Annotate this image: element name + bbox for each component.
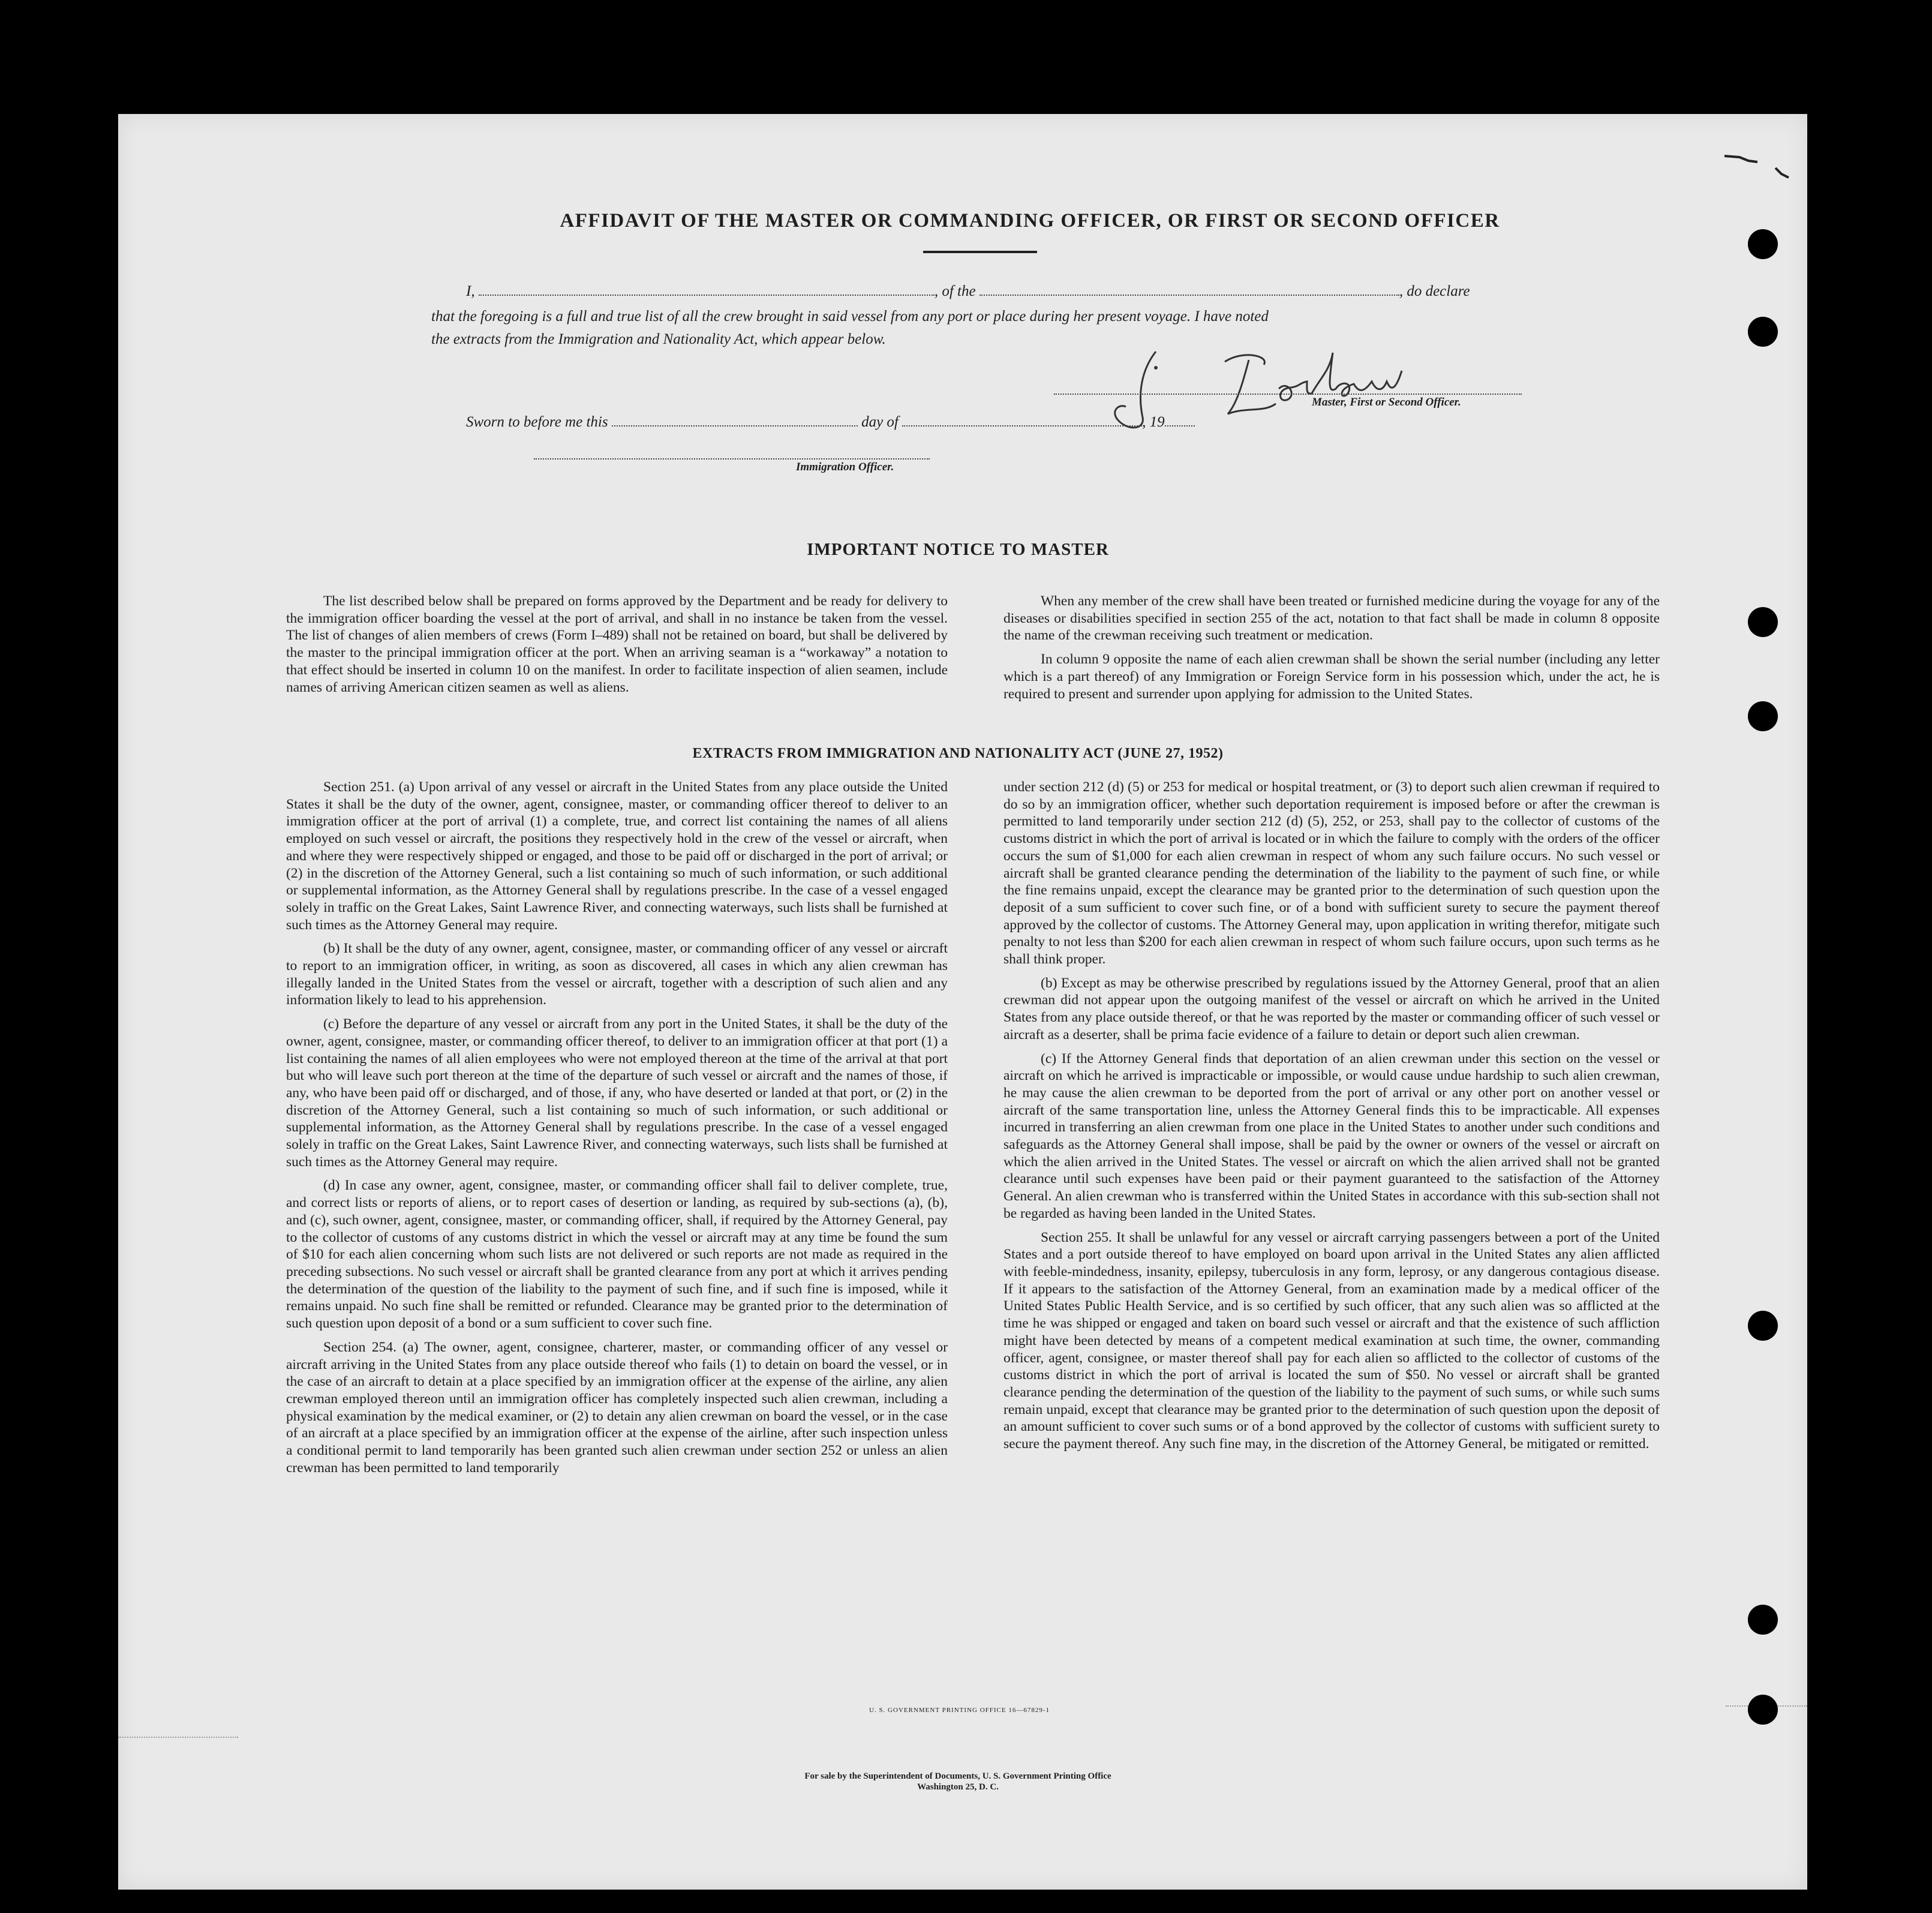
- extracts-right-column: [1003, 779, 1660, 1459]
- sale-notice-line-2: Washington 25, D. C.: [917, 1782, 999, 1792]
- affidavit-title: AFFIDAVIT OF THE MASTER OR COMMANDING OFFICER, OR FIRST OR SECOND OFFICER: [560, 210, 1500, 232]
- scan-mark: [118, 1737, 238, 1738]
- section-254-a-continued: under section 212 (d) (5) or 253 for medical or hospital treatment, or (3) to deport such alien crewman if required to do so by an immigration officer, whether such deportation requirement is imposed before or after the crewman is permitted to land temporarily under section 212 (d) (5), 252, or 253, shall pay to the collector of customs of the customs district in which the port of arrival is located or in which the failure to comply with the orders of the officer occurs the sum of $1,000 for each alien crewman in respect of whom any such failure occurs. No such vessel or aircraft shall be granted clearance pending the determination of the liability to the payment of such fine, or while the fine remains unpaid, except the clearance may be granted prior to the determination of such question upon the deposit of a sum sufficient to cover such fine, or of a bond with sufficient surety to secure the payment thereof approved by the collector of customs. The Attorney General may, upon application in writing therefor, mitigate such penalty to not less than $200 for each alien crewman in respect of whom such failure occurs, upon such terms as he shall think proper.: [1003, 779, 1660, 968]
- vessel-name-field[interactable]: [979, 284, 1399, 296]
- section-254-c: (c) If the Attorney General finds that deportation of an alien crewman under this section on the vessel or aircraft on which he arrived is impracticable or impossible, or would cause undue hardship to such alien crewman, he may cause the alien crewman to be deported from the port of arrival or any other port on another vessel or aircraft of the same transportation line, unless the Attorney General finds this to be impracticable. All expenses incurred in transferring an alien crewman from one place in the United States to another under such conditions and safeguards as the Attorney General shall impose, shall be paid by the owner or owners of the vessel or aircraft on which the alien arrived in the United States. The vessel or aircraft on which the alien arrived shall not be granted clearance until such expenses have been paid or their payment guaranteed to the satisfaction of the Attorney General. An alien crewman who is transferred within the United States in accordance with this sub-section shall not be regarded as having been landed in the United States.: [1003, 1050, 1660, 1221]
- section-251-c: (c) Before the departure of any vessel or aircraft from any port in the United States, it shall be the duty of the owner, agent, consignee, master, or commanding officer thereof, to deliver to an immigration officer at that port (1) a list containing the names of all alien employees who were not employed thereon at the time of the arrival at that port but who will leave such port thereon at the time of the departure of such vessel or aircraft and the names of those, if any, who have been paid off or discharged, and of those, if any, who have deserted or landed at that port, or (2) in the discretion of the Attorney General, such a list containing so much of such information, or such additional or supplemental information, as the Attorney General shall by regulations prescribe. In the case of a vessel engaged solely in traffic on the Great Lakes, Saint Lawrence River, and connecting waterways, such lists shall be furnished at such times as the Attorney General may require.: [286, 1016, 948, 1170]
- signature-caption: Master, First or Second Officer.: [1312, 396, 1461, 409]
- notice-left-column: [286, 593, 948, 702]
- section-255: Section 255. It shall be unlawful for any vessel or aircraft carrying passengers between a port of the United States and a port outside thereof to have employed on board upon arrival in the United States any alien afflicted with feeble-mindedness, insanity, epilepsy, tuberculosis in any form, leprosy, or any dangerous contagious disease. If it appears to the satisfaction of the Attorney General, from an examination made by a medical officer of the United States Public Health Service, and is so certified by such officer, that any such alien was so afflicted at the time he was shipped or engaged and taken on board such vessel or aircraft and that the existence of such affliction might have been detected by means of a competent medical examination at such time, the owner, commanding officer, agent, consignee, or master thereof shall pay for each alien so afflicted to the collector of customs of the customs district in which the port of arrival is located the sum of $50. No vessel or aircraft shall be granted clearance pending the determination of the question of the liability to the payment of such sums, or while such sums remain unpaid, except that clearance may be granted prior to the determination of such question upon the deposit of an amount sufficient to cover such sums or of a bond approved by the collector of customs with sufficient surety to secure the payment thereof. Any such fine may, in the discretion of the Attorney General, be mitigated or remitted.: [1003, 1229, 1660, 1452]
- immigration-officer-caption: Immigration Officer.: [796, 461, 894, 473]
- section-254-b: (b) Except as may be otherwise prescribed by regulations issued by the Attorney General, proof that an alien crewman did not appear upon the outgoing manifest of the vessel or aircraft on which he arrived in the United States from any place outside thereof, or that he was reported by the master or commanding officer of such vessel or aircraft as a deserter, shall be prima facie evidence of a failure to detain or deport such alien crewman.: [1003, 975, 1660, 1043]
- sale-notice-line-1: For sale by the Superintendent of Documents, U. S. Government Printing Office: [804, 1771, 1111, 1781]
- punch-hole: [1748, 607, 1778, 637]
- notice-right-column: [1003, 593, 1660, 709]
- section-254-a: Section 254. (a) The owner, agent, consignee, charterer, master, or commanding officer of any vessel or aircraft arriving in the United States from any place outside thereof who fails (1) to detain on board the vessel, or in the case of an aircraft to detain at a place specified by an immigration officer at the expense of the airline, any alien crewman employed thereon until an immigration officer has completely inspected such alien crewman, including a physical examination by the medical examiner, or (2) to detain any alien crewman on board the vessel, or in the case of an aircraft at a place specified by an immigration officer at the expense of the airline, after such inspection unless a conditional permit to land temporarily has been granted such alien crewman under section 252 or unless an alien crewman has been permitted to land temporarily: [286, 1339, 948, 1476]
- do-declare-label: , do declare: [1399, 283, 1470, 299]
- sale-notice: [658, 1771, 1258, 1792]
- section-251-a: Section 251. (a) Upon arrival of any vessel or aircraft in the United States from any place outside the United States it shall be the duty of the owner, agent, consignee, master, or commanding officer thereof to deliver to an immigration officer at the port of arrival (1) a complete, true, and correct list containing the names of all aliens employed on such vessel or aircraft, the positions they respectively hold in the crew of the vessel or aircraft, when and where they were respectively shipped or engaged, and those to be paid off or discharged in the port of arrival; or (2) in the discretion of the Attorney General, such a list containing so much of such information, or such additional or supplemental information, as the Attorney General shall by regulations prescribe. In the case of a vessel engaged solely in traffic on the Great Lakes, Saint Lawrence River, and connecting waterways, such lists shall be furnished at such times as the Attorney General may require.: [286, 779, 948, 933]
- sworn-day-field[interactable]: [612, 415, 858, 427]
- punch-hole: [1748, 317, 1778, 347]
- edge-tear-mark: [1721, 150, 1805, 186]
- punch-hole: [1748, 701, 1778, 731]
- title-rule: [923, 251, 1037, 253]
- immigration-officer-line: [534, 458, 930, 460]
- extracts-left-column: [286, 779, 948, 1483]
- day-of-label: day of: [861, 414, 899, 430]
- punch-hole: [1748, 1695, 1778, 1725]
- declarant-prefix: I,: [466, 283, 475, 299]
- sworn-year-field[interactable]: [1165, 415, 1195, 427]
- year-prefix: , 19: [1142, 414, 1165, 430]
- declaration-line-3: the extracts from the Immigration and Nationality Act, which appear below.: [431, 331, 886, 347]
- sworn-line: [466, 414, 1195, 431]
- printer-imprint: U. S. GOVERNMENT PRINTING OFFICE 16—67829-1: [869, 1707, 1050, 1714]
- document-page: [118, 114, 1807, 1890]
- sworn-month-field[interactable]: [902, 415, 1142, 427]
- declaration-line-1: [466, 283, 1470, 300]
- declarant-name-field[interactable]: [479, 284, 935, 296]
- signature-line: [1054, 394, 1522, 395]
- punch-hole: [1748, 1311, 1778, 1341]
- declaration-line-2: that the foregoing is a full and true list of all the crew brought in said vessel from any port or place during her present voyage. I have noted: [431, 308, 1269, 325]
- of-the-label: , of the: [934, 283, 976, 299]
- notice-right-paragraph: When any member of the crew shall have been treated or furnished medicine during the voyage for any of the diseases or disabilities specified in section 255 of the act, notation to that fact shall be made in column 8 opposite the name of the crewman receiving such treatment or medication.: [1003, 593, 1660, 644]
- section-251-d: (d) In case any owner, agent, consignee, master, or commanding officer shall fail to deliver complete, true, and correct lists or reports of aliens, or to report cases of desertion or landing, as required by sub-sections (a), (b), and (c), such owner, agent, consignee, master, or commanding officer, shall, if required by the Attorney General, pay to the collector of customs of any customs district in which the vessel or aircraft may at any time be found the sum of $10 for each alien concerning whom such lists are not delivered or such reports are not made as required in the preceding subsections. No such vessel or aircraft shall be granted clearance from any port at which it arrives pending the determination of the question of the liability to the payment of such fine, and if such fine is imposed, while it remains unpaid. No such fine shall be remitted or refunded. Clearance may be granted prior to the determination of such question upon deposit of a bond or a sum sufficient to cover such fine.: [286, 1178, 948, 1332]
- punch-hole: [1748, 229, 1778, 259]
- notice-heading: IMPORTANT NOTICE TO MASTER: [807, 540, 1109, 559]
- sworn-label: Sworn to before me this: [466, 414, 608, 430]
- section-251-b: (b) It shall be the duty of any owner, agent, consignee, master, or commanding officer of any vessel or aircraft to report to an immigration officer, in writing, as soon as discovered, all cases in which any alien crewman has illegally landed in the United States from the vessel or aircraft, together with a description of such alien and any information likely to lead to his apprehension.: [286, 941, 948, 1008]
- extracts-heading: EXTRACTS FROM IMMIGRATION AND NATIONALITY ACT (JUNE 27, 1952): [692, 746, 1224, 761]
- notice-right-paragraph: In column 9 opposite the name of each alien crewman shall be shown the serial number (including any letter which is a part thereof) of any Immigration or Foreign Service form in his possession which, under the act, he is required to present and surrender upon applying for admission to the United States.: [1003, 651, 1660, 702]
- punch-hole: [1748, 1605, 1778, 1635]
- notice-left-paragraph: The list described below shall be prepared on forms approved by the Department and be ready for delivery to the immigration officer boarding the vessel at the port of arrival, and shall in no instance be taken from the vessel. The list of changes of alien members of crews (Form I–489) shall not be retained on board, but shall be delivered by the master to the principal immigration officer at the port. When an arriving seaman is a “workaway” a notation to that effect should be inserted in column 10 on the manifest. In order to facilitate inspection of alien seamen, include names of arriving American citizen seamen as well as aliens.: [286, 593, 948, 695]
